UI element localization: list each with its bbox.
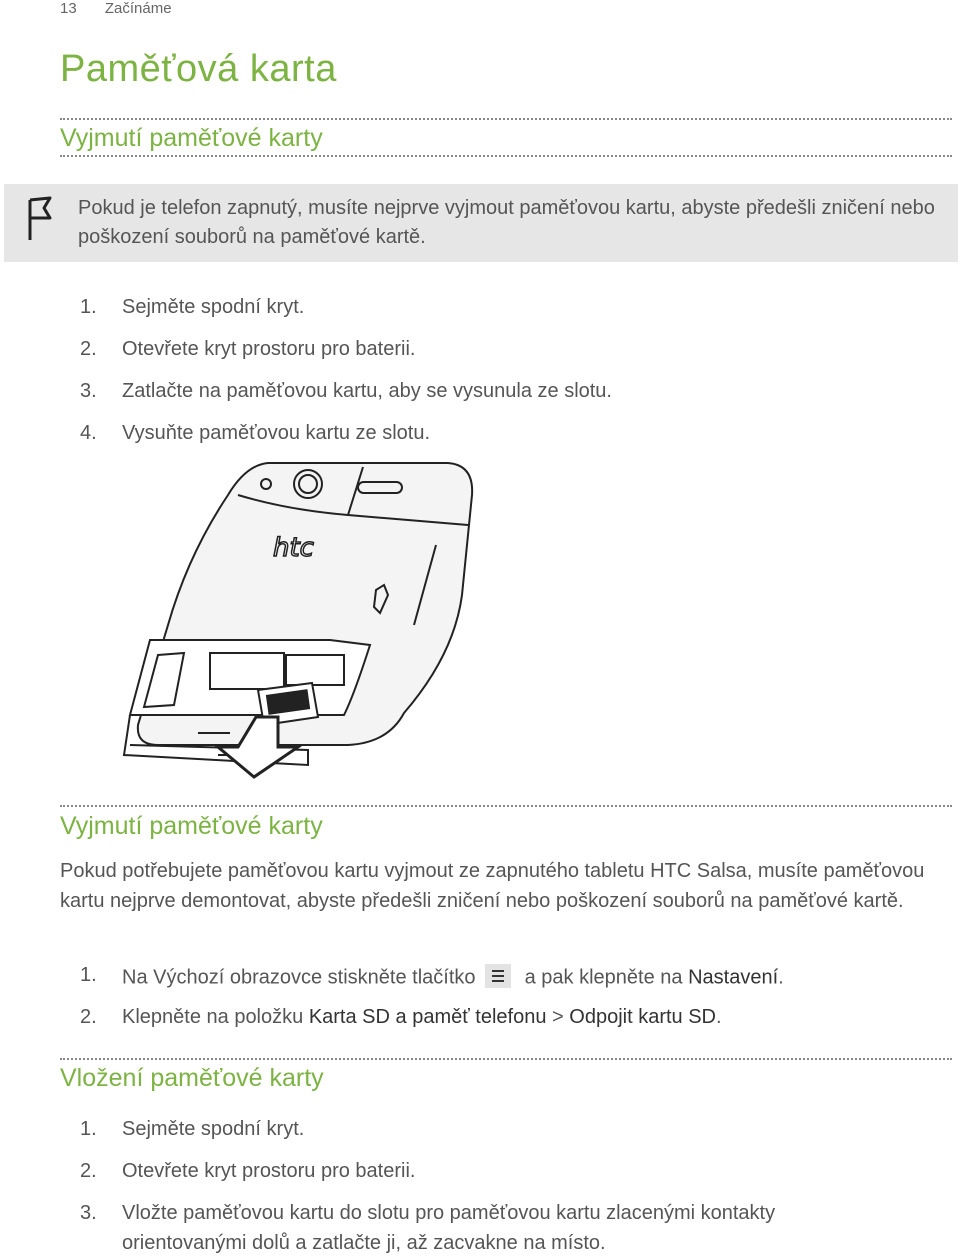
list-item: 2. Otevřete kryt prostoru pro baterii.	[80, 338, 416, 360]
page-title: Paměťová karta	[60, 48, 337, 90]
note-text: Pokud je telefon zapnutý, musíte nejprve vyjmout paměťovou kartu, abyste předešli zničení nebo poškození souborů na paměťové kartě.	[78, 197, 935, 248]
list-item: 1. Sejměte spodní kryt.	[80, 296, 305, 318]
page-header	[60, 0, 196, 17]
divider	[60, 155, 952, 157]
list-item: 2. Otevřete kryt prostoru pro baterii.	[80, 1160, 416, 1182]
menu-icon	[485, 964, 511, 988]
list-item-continued: orientovanými dolů a zatlačte ji, až zacvakne na místo.	[122, 1232, 606, 1254]
section-heading-unmount: Vyjmutí paměťové karty	[60, 812, 323, 840]
list-item: 4. Vysuňte paměťovou kartu ze slotu.	[80, 422, 431, 444]
list-item: 1. Sejměte spodní kryt.	[80, 1118, 305, 1140]
divider	[60, 118, 952, 120]
note-box	[4, 184, 958, 262]
paragraph: Pokud potřebujete paměťovou kartu vyjmout ze zapnutého tabletu HTC Salsa, musíte paměťovou kartu nejprve demontovat, abyste předešli zničení nebo poškození souborů na paměťové kartě.	[60, 860, 925, 912]
page-number: 13	[60, 0, 77, 17]
ui-label-sd-card: Karta SD a paměť telefonu	[308, 1006, 547, 1028]
section-heading-remove: Vyjmutí paměťové karty	[60, 124, 323, 152]
htc-logo: htc	[273, 533, 314, 563]
divider	[60, 1058, 952, 1060]
list-item: 1. Na Výchozí obrazovce stiskněte tlačítko a pak klepněte na Nastavení.	[80, 964, 784, 989]
ui-label-unmount: Odpojit kartu SD	[569, 1006, 716, 1028]
chapter-name: Začínáme	[104, 0, 172, 17]
list-item: 3. Vložte paměťovou kartu do slotu pro paměťovou kartu zlacenými kontakty	[80, 1202, 776, 1224]
divider	[60, 805, 952, 807]
list-item: 3. Zatlačte na paměťovou kartu, aby se vysunula ze slotu.	[80, 380, 612, 402]
ui-label-settings: Nastavení	[688, 966, 779, 989]
list-item: 2. Klepněte na položku Karta SD a paměť telefonu > Odpojit kartu SD.	[80, 1006, 722, 1028]
phone-illustration	[118, 455, 488, 790]
section-heading-insert: Vložení paměťové karty	[60, 1064, 324, 1092]
flag-icon	[26, 194, 54, 247]
